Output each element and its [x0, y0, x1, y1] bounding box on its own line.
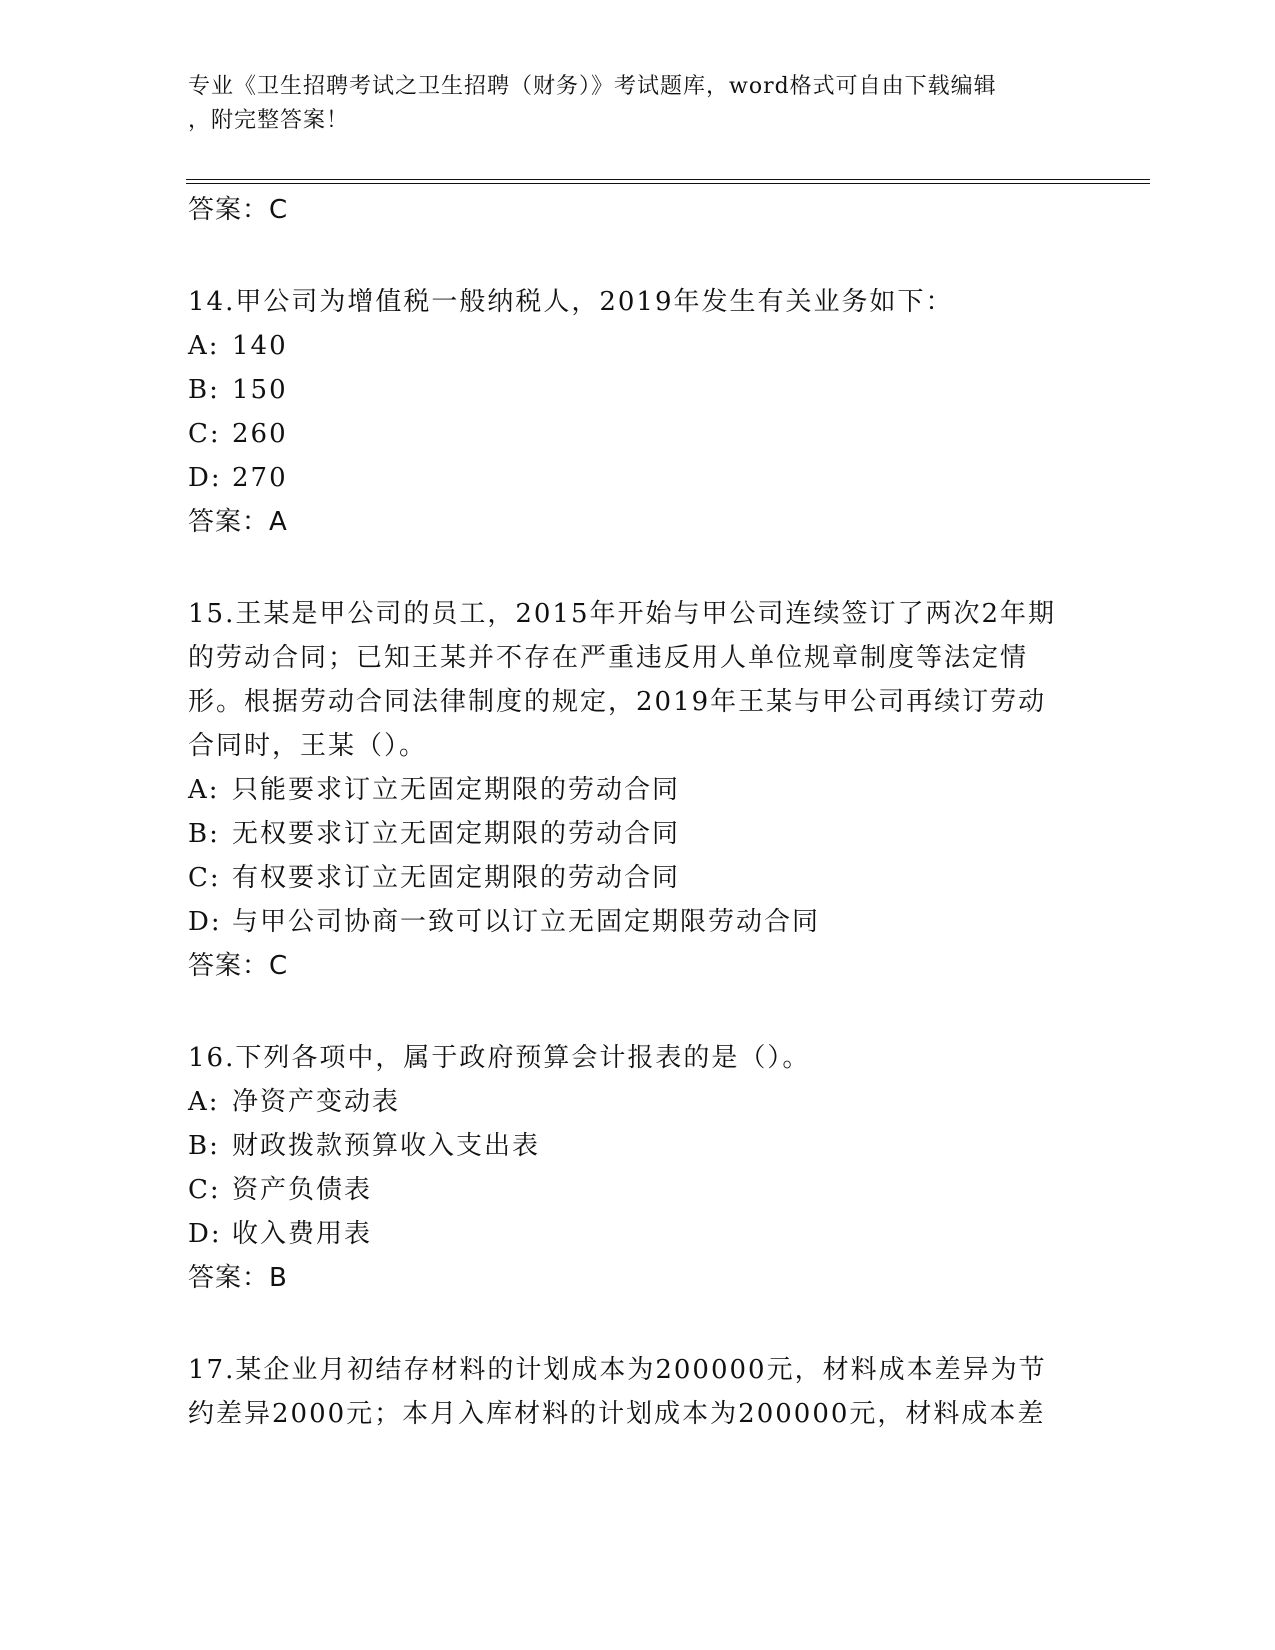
question-15-option-d [188, 905, 820, 939]
question-15-option-c [188, 861, 680, 895]
question-16-option-d [188, 1217, 372, 1251]
option-text: 260 [232, 419, 288, 449]
question-16-stem: 16.下列各项中，属于政府预算会计报表的是（）。 [188, 1043, 811, 1073]
question-14-option-a [188, 329, 288, 363]
question-15-stem-line-1: 15.王某是甲公司的员工，2015年开始与甲公司连续签订了两次2年期 [188, 599, 1057, 629]
option-letter: C: [188, 419, 221, 449]
option-letter: D: [188, 1219, 222, 1249]
answer-q16: 答案：B [188, 1263, 288, 1293]
option-letter: D: [188, 907, 222, 937]
option-text: 净资产变动表 [232, 1087, 401, 1117]
question-14-option-b [188, 373, 288, 407]
document-header [188, 70, 1068, 138]
question-17-stem-line-1: 17.某企业月初结存材料的计划成本为200000元，材料成本差异为节 [188, 1355, 1047, 1385]
option-text: 财政拨款预算收入支出表 [232, 1131, 541, 1161]
question-15-stem-line-3: 形。根据劳动合同法律制度的规定，2019年王某与甲公司再续订劳动 [188, 687, 1047, 717]
option-letter: B: [188, 375, 220, 405]
question-15-stem-line-4: 合同时，王某（）。 [188, 731, 428, 761]
option-text: 与甲公司协商一致可以订立无固定期限劳动合同 [232, 907, 821, 937]
header-rule-top [186, 179, 1150, 180]
option-text: 270 [232, 463, 288, 493]
answer-q15: 答案：C [188, 951, 289, 981]
question-14-option-d [188, 461, 288, 495]
option-letter: D: [188, 463, 222, 493]
answer-q14: 答案：A [188, 507, 288, 537]
question-14-option-c [188, 417, 288, 451]
question-16-option-a [188, 1085, 400, 1119]
question-16-option-b [188, 1129, 540, 1163]
question-16-option-c [188, 1173, 372, 1207]
option-text: 只能要求订立无固定期限的劳动合同 [232, 775, 681, 805]
option-text: 收入费用表 [232, 1219, 373, 1249]
question-15-option-b [188, 817, 680, 851]
question-14-stem: 14.甲公司为增值税一般纳税人，2019年发生有关业务如下： [188, 287, 954, 317]
question-17-stem-line-2: 约差异2000元；本月入库材料的计划成本为200000元，材料成本差 [188, 1399, 1046, 1429]
question-15-stem-line-2: 的劳动合同；已知王某并不存在严重违反用人单位规章制度等法定情 [188, 643, 1029, 673]
header-line-2: ，附完整答案！ [188, 108, 350, 133]
header-rule-bottom [186, 183, 1150, 184]
option-letter: A: [188, 775, 220, 805]
option-text: 有权要求订立无固定期限的劳动合同 [232, 863, 681, 893]
option-text: 140 [232, 331, 288, 361]
question-15-option-a [188, 773, 680, 807]
option-text: 150 [232, 375, 288, 405]
option-text: 资产负债表 [232, 1175, 373, 1205]
header-line-1: 专业《卫生招聘考试之卫生招聘（财务）》考试题库，word格式可自由下载编辑 [188, 74, 997, 99]
option-letter: C: [188, 1175, 221, 1205]
option-letter: C: [188, 863, 221, 893]
option-letter: A: [188, 1087, 220, 1117]
option-letter: B: [188, 1131, 220, 1161]
option-letter: A: [188, 331, 220, 361]
option-letter: B: [188, 819, 220, 849]
option-text: 无权要求订立无固定期限的劳动合同 [232, 819, 681, 849]
answer-q13: 答案：C [188, 195, 289, 225]
